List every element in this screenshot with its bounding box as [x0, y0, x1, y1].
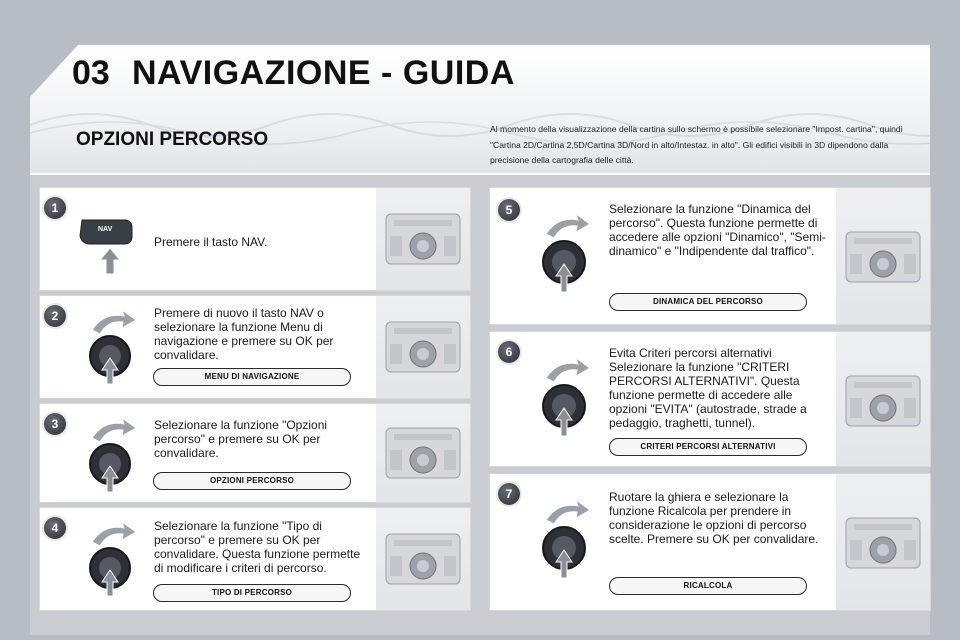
step-number-1: 1 — [44, 197, 66, 219]
step-text-6: Evita Criteri percorsi alternativi Selezionare la funzione "CRITERI PERCORSI ALTERNATIVI". Questa funzione permette di accedere alle opzioni "EVITA" (autostrade, strade a pedaggio, traghetti, tunnel). — [609, 346, 807, 430]
rotary-knob-icon — [82, 308, 142, 388]
step-text-5: Selezionare la funzione "Dinamica del percorso". Questa funzione permette di accedere alle opzioni "Dinamico", "Semi-dinamico" e "Indipendente dal traffico". — [609, 202, 826, 258]
radio-panel-image — [836, 332, 930, 466]
step-number-2: 2 — [44, 305, 66, 327]
radio-panel-image — [836, 188, 930, 324]
radio-panel-icon — [844, 340, 922, 458]
step-text-4: Selezionare la funzione "Tipo di percorso" e premere su OK per convalidare. Questa funzione permette di modificare i criteri di percorso. — [154, 519, 361, 575]
radio-panel-image — [836, 474, 930, 610]
radio-panel-icon — [384, 196, 462, 280]
step-text-2: Premere di nuovo il tasto NAV o selezionare la funzione Menu di navigazione e premere su OK per convalidare. — [154, 306, 334, 362]
header-corner-cut — [30, 45, 78, 97]
menu-label-opzioni-percorso: OPZIONI PERCORSO — [153, 472, 351, 490]
step-text-1: Premere il tasto NAV. — [154, 235, 268, 249]
radio-panel-icon — [384, 412, 462, 494]
step-number-5: 5 — [498, 199, 520, 221]
step-number-6: 6 — [498, 341, 520, 363]
radio-panel-image — [376, 188, 470, 290]
radio-panel-image — [376, 508, 470, 610]
rotary-knob-icon — [536, 212, 596, 296]
menu-label-dinamica-percorso: DINAMICA DEL PERCORSO — [609, 293, 807, 311]
intro-text: Al momento della visualizzazione della cartina sullo schermo è possibile selezionare "Impost. cartina", quindi "Cartina 2D/Cartina 2,5D/Cartina 3D/Nord in alto/Intestaz. in alto". Gli edifici visibili in 3D dipendono dalla precisione della cartografia delle città. — [490, 124, 903, 165]
step-number-4: 4 — [44, 517, 66, 539]
step-text-3: Selezionare la funzione "Opzioni percorso" e premere su OK per convalidare. — [154, 418, 328, 460]
radio-panel-icon — [384, 304, 462, 388]
menu-label-criteri-percorsi: CRITERI PERCORSI ALTERNATIVI — [609, 438, 807, 456]
step-number-3: 3 — [44, 413, 66, 435]
step-number-7: 7 — [498, 483, 520, 505]
rotary-knob-icon — [536, 498, 596, 582]
radio-panel-icon — [844, 482, 922, 602]
radio-panel-icon — [844, 196, 922, 316]
menu-label-tipo-percorso: TIPO DI PERCORSO — [153, 584, 351, 602]
chapter-title: NAVIGAZIONE - GUIDA — [132, 54, 515, 92]
nav-key-label: NAV — [98, 226, 113, 233]
menu-label-navigazione: MENU DI NAVIGAZIONE — [153, 368, 351, 386]
rotary-knob-icon — [82, 416, 142, 496]
radio-panel-image — [376, 404, 470, 502]
menu-label-ricalcola: RICALCOLA — [609, 577, 807, 595]
rotary-knob-icon — [82, 520, 142, 600]
nav-key-icon — [72, 214, 148, 276]
radio-panel-icon — [384, 516, 462, 600]
radio-panel-image — [376, 296, 470, 398]
rotary-knob-icon — [536, 356, 596, 440]
section-title: OPZIONI PERCORSO — [76, 129, 269, 150]
step-text-7: Ruotare la ghiera e selezionare la funzione Ricalcola per prendere in considerazione le opzioni di percorso scelte. Premere su OK per convalidare. — [609, 490, 819, 546]
chapter-number: 03 — [72, 54, 110, 92]
